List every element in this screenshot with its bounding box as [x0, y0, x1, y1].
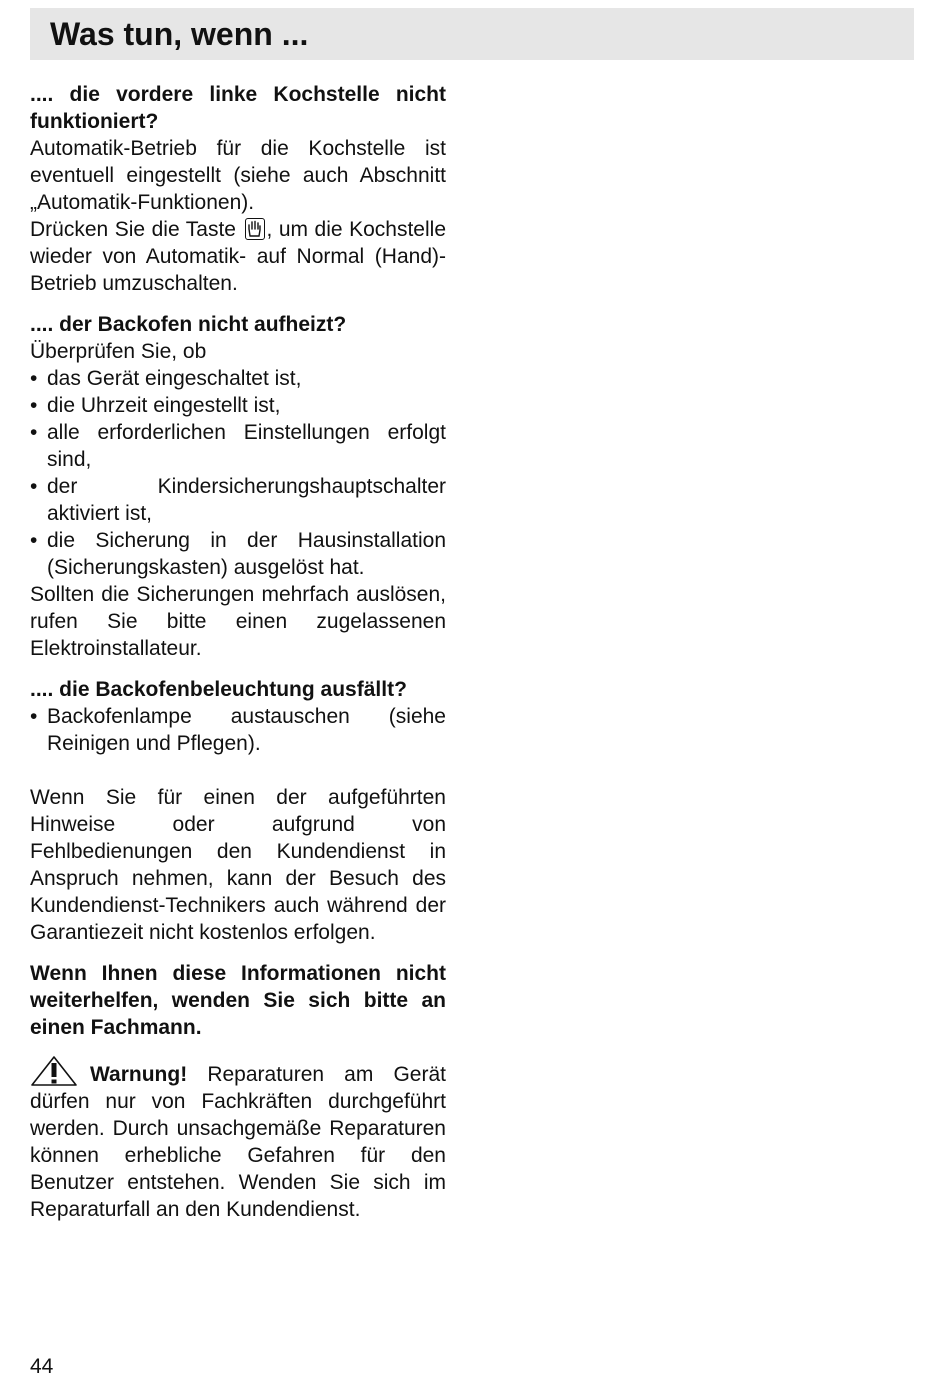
page-number: 44	[30, 1355, 54, 1378]
warning-text: Reparaturen am Gerät dürfen nur von Fachkräften durchgeführt werden. Durch unsachgemäße Reparaturen können erhebliche Gefahren für den Benutzer entstehen. Wenden Sie sich im Reparaturfall an den Kundendienst.	[30, 1063, 446, 1221]
section3-heading: .... die Backofenbeleuchtung ausfällt?	[30, 678, 407, 701]
section-header-bar	[30, 8, 914, 60]
section1-instruction	[30, 216, 446, 297]
page-title: Was tun, wenn ...	[50, 16, 309, 52]
service-notice: Wenn Sie für einen der aufgeführten Hinweise oder aufgrund von Fehlbedienungen den Kundendienst in Anspruch nehmen, kann der Besuch des Kundendienst-Technikers auch während der Garantiezeit nicht kostenlos erfolgen.	[30, 786, 446, 944]
list-item: • die Sicherung in der Hausinstallation (Sicherungskasten) ausgelöst hat.	[30, 527, 446, 581]
list-item: • alle erforderlichen Einstellungen erfolgt sind,	[30, 419, 446, 473]
section2-heading: .... der Backofen nicht aufheizt?	[30, 313, 347, 336]
section2-closing: Sollten die Sicherungen mehrfach auslösen, rufen Sie bitte einen zugelassenen Elektroinstallateur.	[30, 583, 446, 660]
list-item: • der Kindersicherungshauptschalter aktiviert ist,	[30, 473, 446, 527]
warning-label: Warnung!	[90, 1063, 188, 1086]
list-item: • Backofenlampe austauschen (siehe Reinigen und Pflegen).	[30, 703, 446, 757]
list-item: • das Gerät eingeschaltet ist,	[30, 365, 446, 392]
warning-paragraph	[30, 1055, 446, 1223]
section1-heading: .... die vordere linke Kochstelle nicht funktioniert?	[30, 83, 446, 133]
section1-paragraph: Automatik-Betrieb für die Kochstelle ist eventuell eingestellt (siehe auch Abschnitt „Automatik-Funktionen).	[30, 137, 446, 214]
warning-triangle-icon	[30, 1055, 78, 1087]
main-column	[30, 81, 446, 1223]
section1-instruction-end: , um die Kochstelle wieder von Automatik- auf Normal (Hand)-Betrieb umzuschalten.	[30, 218, 446, 295]
list-item: • die Uhrzeit eingestellt ist,	[30, 392, 446, 419]
section1-instruction-start: Drücken Sie die Taste	[30, 218, 236, 241]
section3-list	[30, 703, 446, 757]
hand-key-icon	[245, 218, 265, 240]
help-note: Wenn Ihnen diese Informationen nicht weiterhelfen, wenden Sie sich bitte an einen Fachmann.	[30, 962, 446, 1039]
section2-intro: Überprüfen Sie, ob	[30, 340, 207, 363]
section2-checklist	[30, 365, 446, 581]
